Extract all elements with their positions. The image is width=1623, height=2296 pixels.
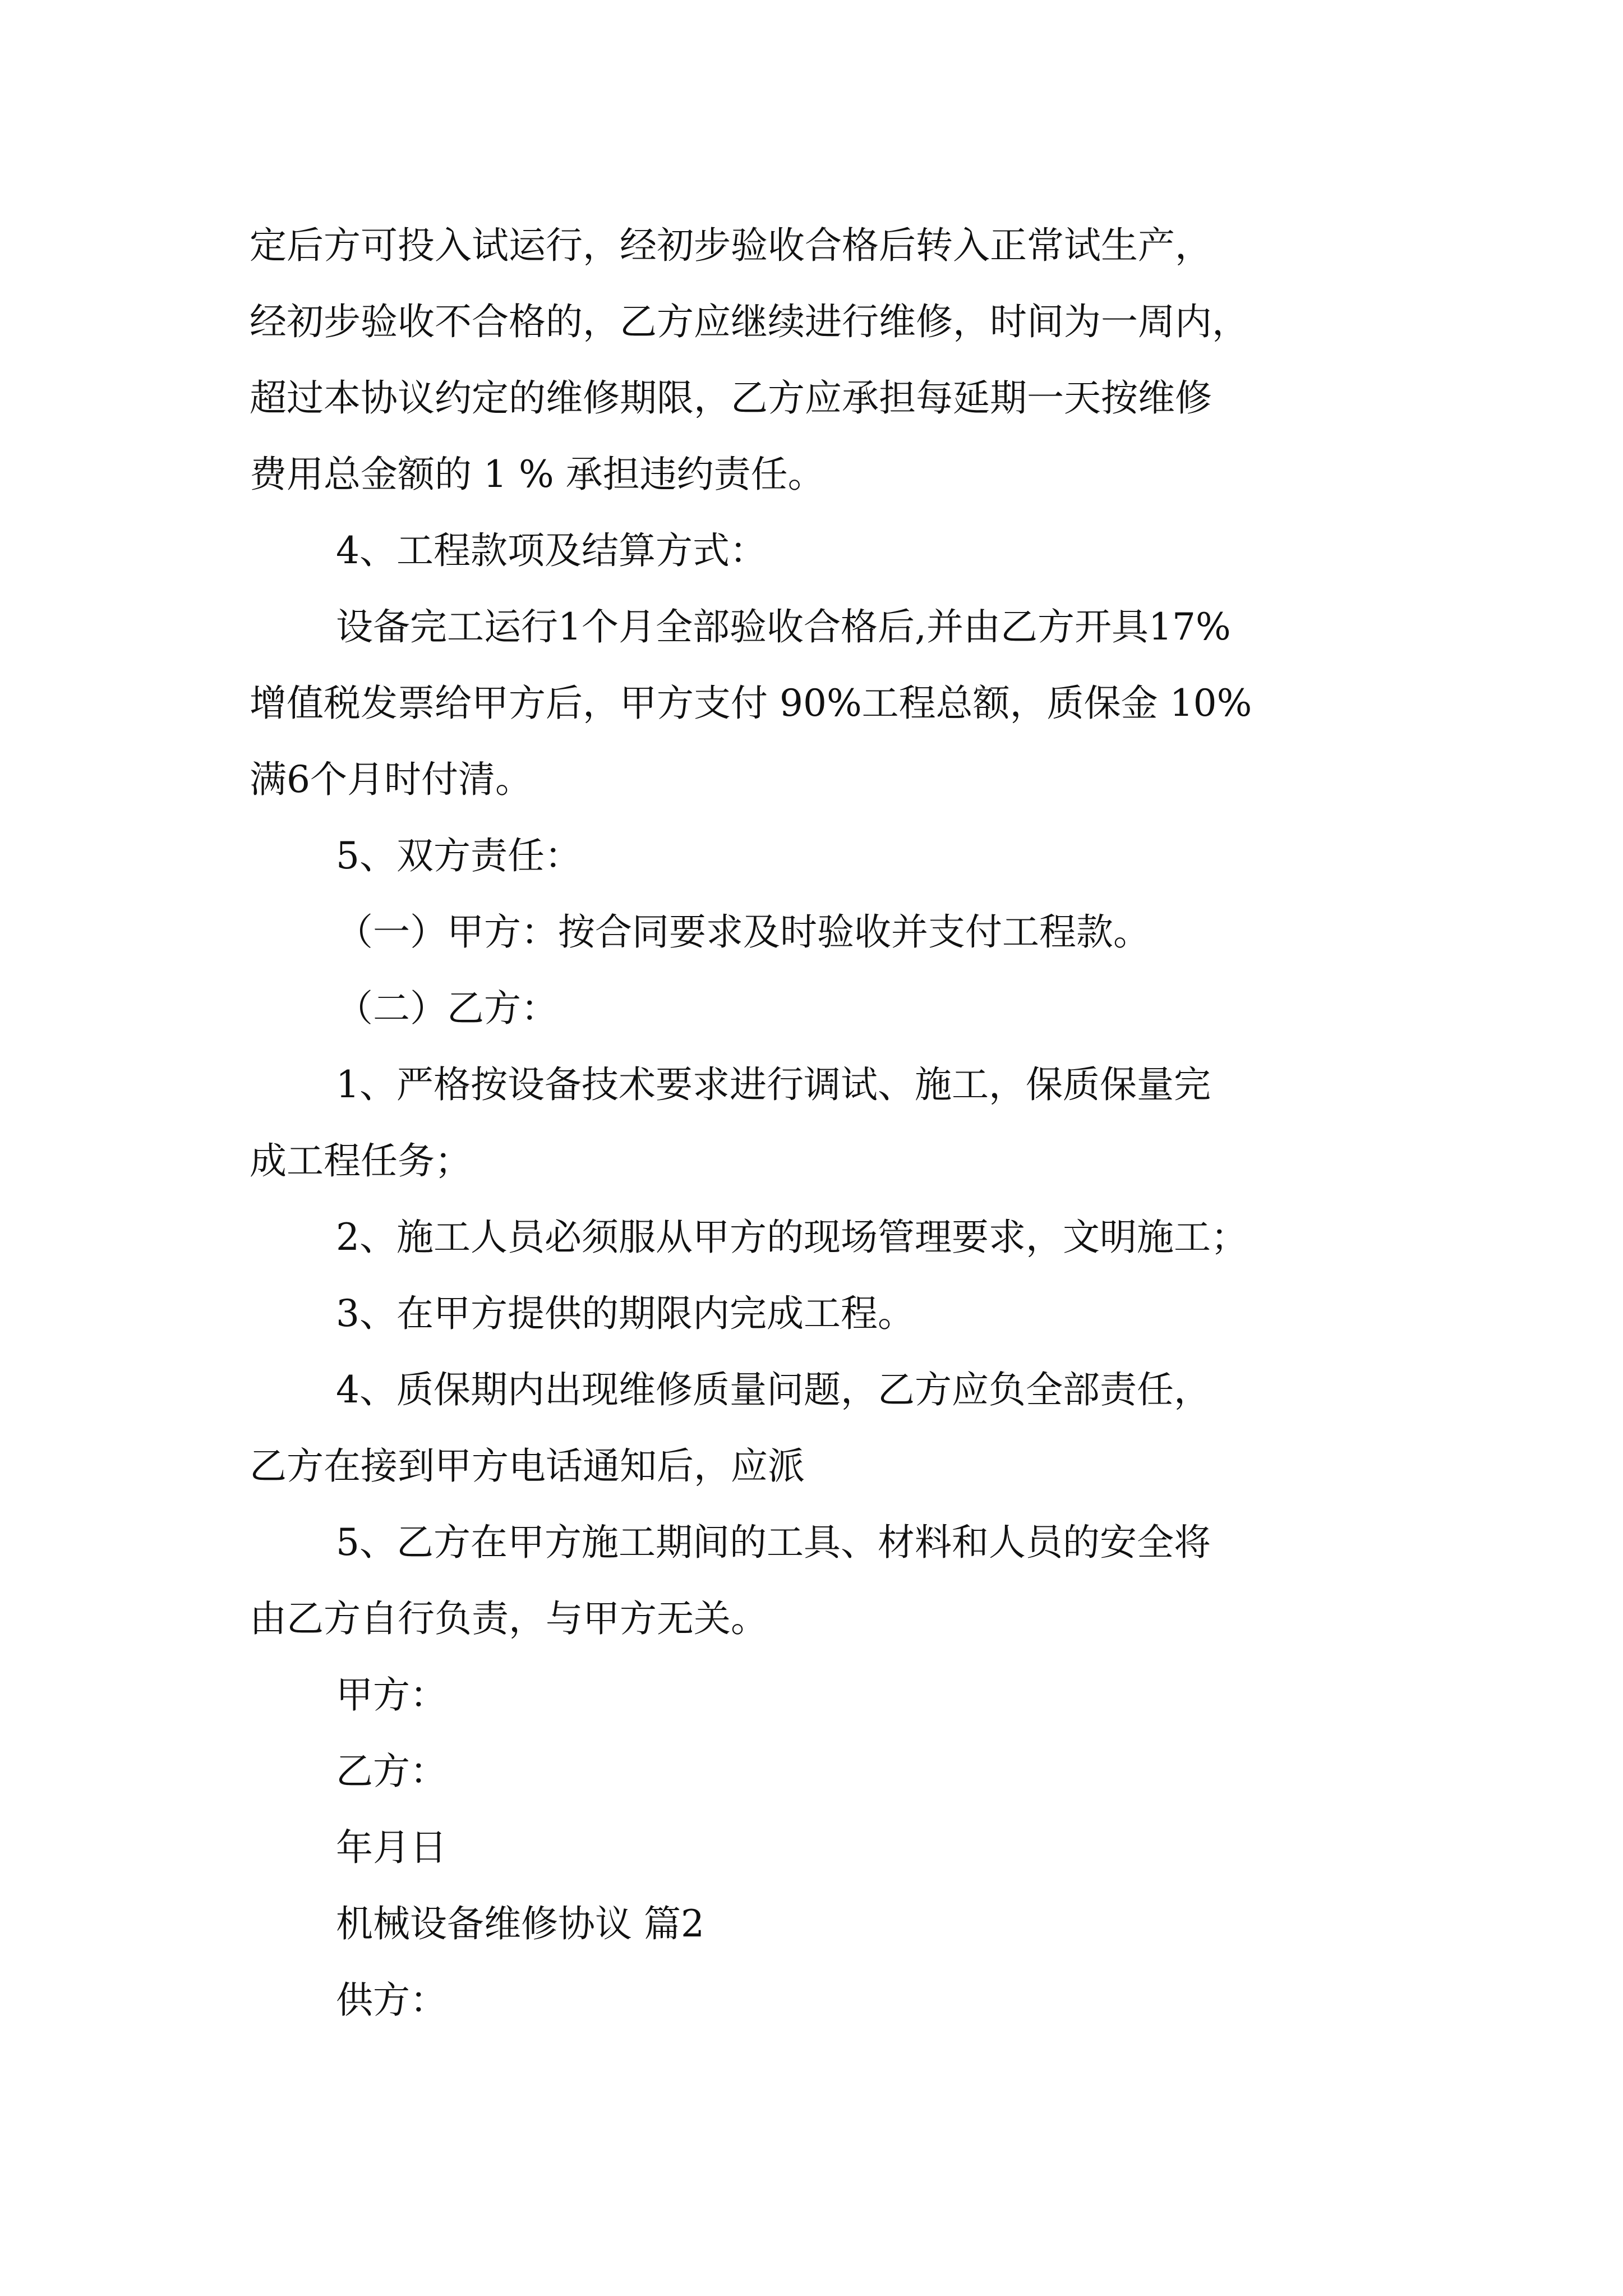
- party-a-duty: [250, 894, 1382, 970]
- party-b-item-3: [250, 1276, 1382, 1352]
- paragraph-acceptance-continuation: [250, 208, 1382, 513]
- text-line: 3、在甲方提供的期限内完成工程。: [336, 1292, 915, 1335]
- section-4-heading: [250, 513, 1382, 589]
- text-line: 定后方可投入试运行，经初步验收合格后转入正常试生产，: [250, 224, 1212, 267]
- text-line: 5、乙方在甲方施工期间的工具、材料和人员的安全将: [336, 1521, 1211, 1564]
- signature-party-b: [250, 1733, 1382, 1810]
- text-line: 设备完工运行1个月全部验收合格后,并由乙方开具17%: [336, 605, 1231, 648]
- text-line: 供方：: [336, 1978, 447, 2022]
- signature-party-a: [250, 1657, 1382, 1733]
- text-line: （二）乙方：: [336, 987, 558, 1030]
- section-5-heading: [250, 818, 1382, 894]
- document-body: [250, 208, 1382, 2039]
- party-b-heading: [250, 970, 1382, 1047]
- text-line: 满6个月时付清。: [250, 758, 532, 801]
- text-line: 增值税发票给甲方后，甲方支付 90%工程总额，质保金 10%: [250, 682, 1252, 725]
- text-line: 经初步验收不合格的，乙方应继续进行维修，时间为一周内，: [250, 300, 1249, 343]
- text-line: 4、质保期内出现维修质量问题，乙方应负全部责任，: [336, 1368, 1211, 1411]
- text-line: 由乙方自行负责，与甲方无关。: [250, 1597, 768, 1640]
- text-line: 乙方在接到甲方电话通知后，应派: [250, 1444, 805, 1488]
- part-2-heading: [250, 1886, 1382, 1962]
- text-line: 1、严格按设备技术要求进行调试、施工，保质保量完: [336, 1063, 1211, 1106]
- party-b-item-5: [250, 1504, 1382, 1657]
- text-line: 4、工程款项及结算方式：: [336, 529, 767, 572]
- text-line: 超过本协议约定的维修期限，乙方应承担每延期一天按维修: [250, 376, 1212, 420]
- text-line: 甲方：: [336, 1673, 447, 1717]
- party-b-item-1: [250, 1047, 1382, 1199]
- text-line: 机械设备维修协议 篇2: [336, 1902, 704, 1945]
- text-line: 费用总金额的 1 % 承担违约责任。: [250, 453, 825, 496]
- signature-date: [250, 1810, 1382, 1886]
- supplier-label: [250, 1962, 1382, 2039]
- party-b-item-4: [250, 1352, 1382, 1504]
- text-line: 2、施工人员必须服从甲方的现场管理要求，文明施工；: [336, 1216, 1248, 1259]
- text-line: 乙方：: [336, 1750, 447, 1793]
- party-b-item-2: [250, 1199, 1382, 1276]
- text-line: （一）甲方：按合同要求及时验收并支付工程款。: [336, 910, 1150, 954]
- text-line: 年月日: [336, 1826, 447, 1869]
- text-line: 成工程任务；: [250, 1139, 472, 1182]
- section-4-body: [250, 589, 1382, 818]
- text-line: 5、双方责任：: [336, 834, 582, 877]
